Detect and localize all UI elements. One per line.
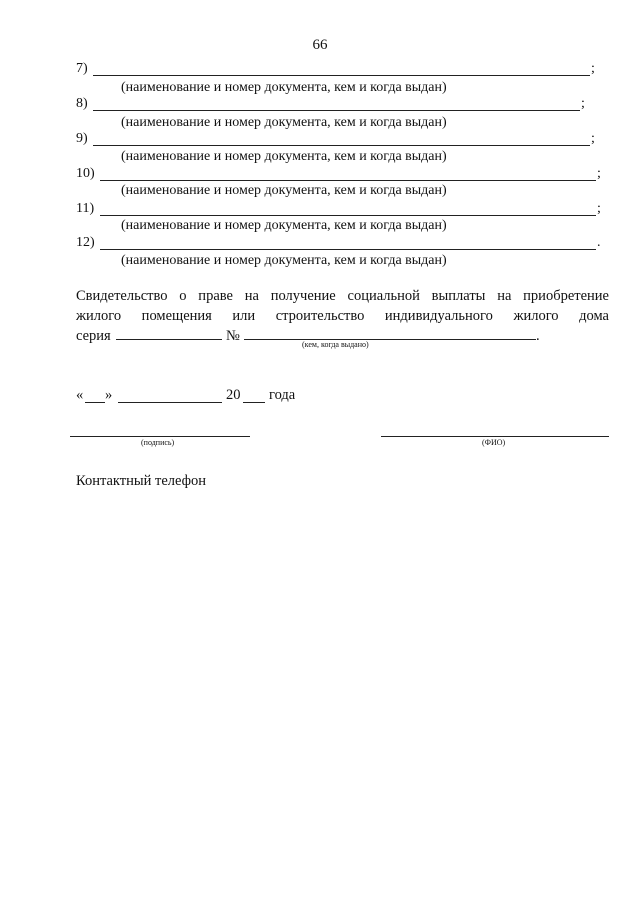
document-row-9 <box>76 131 596 147</box>
document-row-7 <box>76 61 596 77</box>
document-line-7[interactable] <box>93 75 590 76</box>
row-end: ; <box>591 131 595 146</box>
document-row-12 <box>76 235 606 251</box>
row-caption-7: (наименование и номер документа, кем и когда выдан) <box>121 80 447 95</box>
row-number: 11) <box>76 201 95 216</box>
page-number: 66 <box>312 37 328 53</box>
row-caption-9: (наименование и номер документа, кем и когда выдан) <box>121 149 447 164</box>
document-line-8[interactable] <box>93 110 580 111</box>
row-end: ; <box>591 61 595 76</box>
row-number: 10) <box>76 166 95 181</box>
row-end: ; <box>597 201 601 216</box>
row-end: . <box>597 235 601 250</box>
row-caption-11: (наименование и номер документа, кем и когда выдан) <box>121 218 447 233</box>
certificate-line-2: жилого помещения или строительство индивидуального жилого дома <box>76 308 609 324</box>
document-line-11[interactable] <box>100 215 596 216</box>
document-row-8 <box>76 96 596 112</box>
contact-phone-label: Контактный телефон <box>76 473 207 489</box>
row-caption-12: (наименование и номер документа, кем и когда выдан) <box>121 253 447 268</box>
certificate-line-1: Свидетельство о праве на получение социальной выплаты на приобретение <box>76 288 609 304</box>
day-field[interactable] <box>85 402 105 403</box>
document-row-10 <box>76 166 606 182</box>
signature-line[interactable] <box>70 436 250 437</box>
row-number: 7) <box>76 61 88 76</box>
row-end: ; <box>597 166 601 181</box>
row-caption-10: (наименование и номер документа, кем и когда выдан) <box>121 183 447 198</box>
document-line-12[interactable] <box>100 249 596 250</box>
certificate-end: . <box>536 328 540 344</box>
series-label: серия <box>76 328 111 344</box>
document-row-11 <box>76 201 606 217</box>
year-field[interactable] <box>243 402 265 403</box>
date-suffix: года <box>269 387 296 403</box>
document-line-9[interactable] <box>93 145 590 146</box>
series-field[interactable] <box>116 339 222 340</box>
row-number: 12) <box>76 235 95 250</box>
year-prefix: 20 <box>226 387 241 403</box>
name-caption: (ФИО) <box>482 438 506 447</box>
name-line[interactable] <box>381 436 609 437</box>
open-quote: « <box>76 387 84 403</box>
document-line-10[interactable] <box>100 180 596 181</box>
close-quote: » <box>105 387 113 403</box>
row-caption-8: (наименование и номер документа, кем и когда выдан) <box>121 115 447 130</box>
certificate-paragraph <box>76 286 609 346</box>
issued-by-field[interactable] <box>244 339 536 340</box>
row-number: 9) <box>76 131 88 146</box>
number-sign: № <box>226 328 240 344</box>
issued-caption: (кем, когда выдано) <box>302 340 369 349</box>
row-number: 8) <box>76 96 88 111</box>
month-field[interactable] <box>118 402 222 403</box>
row-end: ; <box>581 96 585 111</box>
signature-caption: (подпись) <box>141 438 175 447</box>
